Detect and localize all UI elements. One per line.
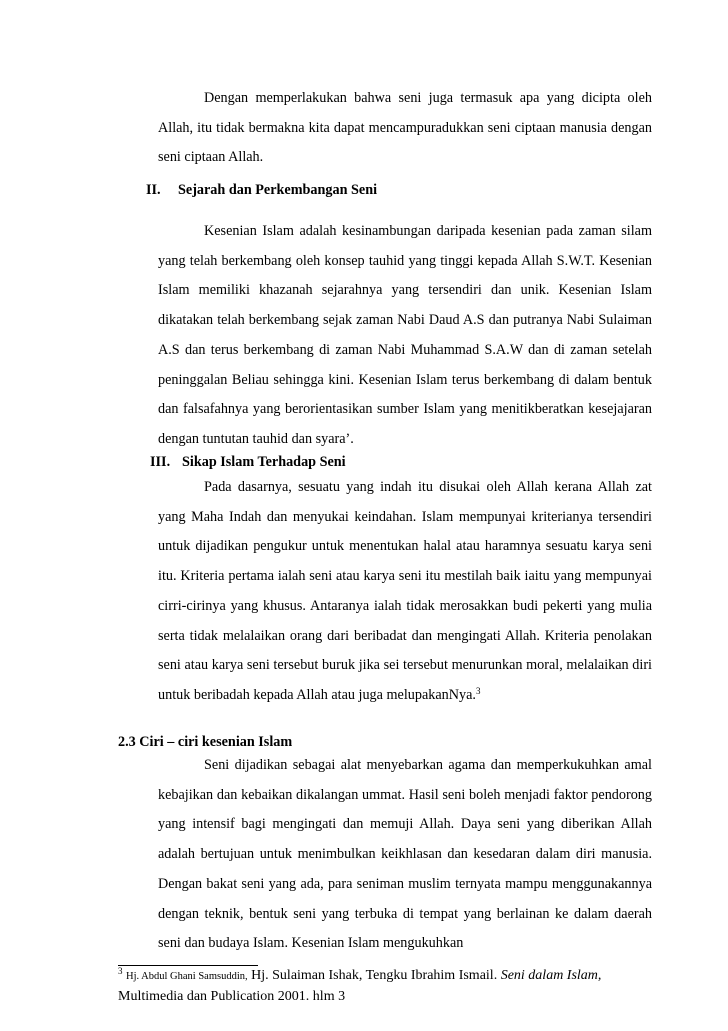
footnote-reference: 3 [475, 685, 481, 696]
intro-paragraph: Dengan memperlakukan bahwa seni juga termasuk apa yang dicipta oleh Allah, itu tidak bermakna kita dapat mencampuradukkan seni ciptaan manusia dengan seni ciptaan Allah. [158, 90, 652, 166]
section-heading-sejarah: II. Sejarah dan Perkembangan Seni [146, 182, 378, 198]
footnote-author: Hj. Abdul Ghani Samsuddin, [126, 971, 248, 982]
sikap-paragraph: Pada dasarnya, sesuatu yang indah itu disukai oleh Allah kerana Allah zat yang Maha Indah dan menyukai keindahan. Islam mempunyai kriterianya tersendiri untuk dijadikan pengukur untuk menentukan halal atau haramnya sesuatu karya seni itu. Kriteria pertama ialah seni atau karya seni itu mestilah baik iaitu yang mempunyai cirri-cirinya yang khusus. Antaranya ialah tidak merosakkan budi pekerti yang mulia serta tidak melalaikan orang dari beribadat dan mengingati Allah. Kriteria penolakan seni atau karya seni tersebut buruk jika sei tersebut menurunkan moral, melalaikan diri untuk beribadah kepada Allah atau juga melupakanNya.$^3$ [158, 479, 652, 703]
footnote-book-title: Seni dalam Islam, [500, 968, 602, 983]
footnote-number: 3 [118, 966, 123, 976]
section-heading-ciri: 2.3 Ciri – ciri kesenian Islam [118, 734, 293, 750]
ciri-paragraph: Seni dijadikan sebagai alat menyebarkan agama dan memperkukuhkan amal kebajikan dan kebaikan dikalangan ummat. Hasil seni boleh menjadi faktor pendorong yang intensif bagi mengingati dan memuji Allah. Daya seni yang diberikan Allah adalah bertujuan untuk menimbulkan keikhlasan dan kesedaran dalam diri manusia. Dengan bakat seni yang ada, para seniman muslim ternyata mampu menggunakannya dengan teknik, bentuk seni yang terbuka di tempat yang berlainan ke dalam daerah seni dan budaya Islam. Kesenian Islam mengukuhkan [158, 757, 652, 952]
sejarah-paragraph: Kesenian Islam adalah kesinambungan daripada kesenian pada zaman silam yang telah berkembang oleh konsep tauhid yang tinggi kepada Allah S.W.T. Kesenian Islam memiliki khazanah sejarahnya yang tersendiri dan unik. Kesenian Islam dikatakan telah berkembang sejak zaman Nabi Daud A.S dan putranya Nabi Sulaiman A.S dan terus berkembang di zaman Nabi Muhammad S.A.W dan di zaman setelah peninggalan Beliau sehingga kini. Kesenian Islam terus berkembang di dalam bentuk dan falsafahnya yang berorientasikan sumber Islam yang menitikberatkan kesejajaran dengan tuntutan tauhid dan syara’. [158, 223, 652, 447]
footnote [118, 966, 658, 1007]
footnote-publisher: Multimedia dan Publication 2001. hlm 3 [118, 989, 346, 1004]
section-heading-sikap: III. Sikap Islam Terhadap Seni [150, 454, 346, 470]
footnote-coauthors: Hj. Sulaiman Ishak, Tengku Ibrahim Ismail. [247, 968, 501, 983]
